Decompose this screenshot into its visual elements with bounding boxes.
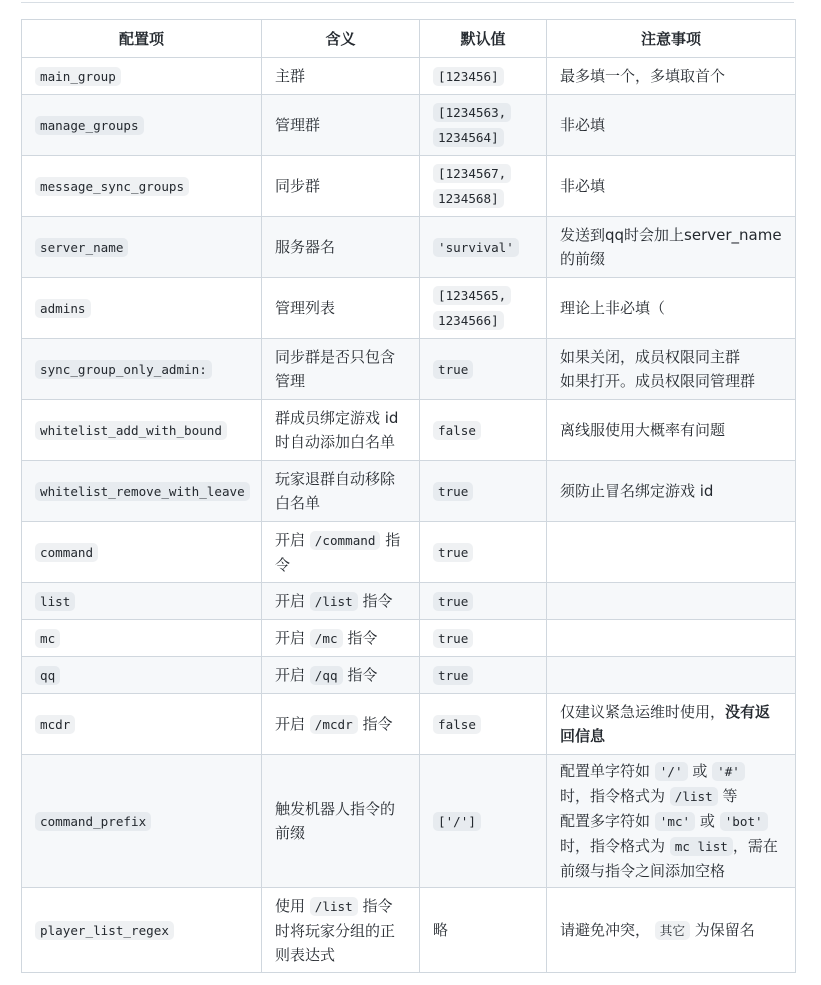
config-key-cell: [22, 95, 262, 156]
table-row: [22, 217, 796, 278]
config-key-cell: [22, 339, 262, 400]
default-cell: [420, 95, 547, 156]
default-value: false: [433, 715, 481, 734]
meaning-cell: [262, 522, 420, 583]
config-key-cell: [22, 461, 262, 522]
table-row: [22, 156, 796, 217]
note-text: 请避免冲突，: [560, 920, 651, 939]
config-key: qq: [35, 666, 60, 685]
default-cell: [420, 583, 547, 620]
meaning-text: 开启: [275, 530, 306, 549]
default-value: false: [433, 421, 481, 440]
note-text: ，需在前缀与指令之间添加空格: [560, 837, 778, 880]
config-key-cell: [22, 583, 262, 620]
meaning-cell: [262, 888, 420, 973]
header-config-item: 配置项: [22, 20, 262, 58]
table-row: [22, 278, 796, 339]
note-text: 时，指令格式为: [560, 837, 666, 855]
default-cell: [420, 400, 547, 461]
default-cell: [420, 58, 547, 95]
config-key: player_list_regex: [35, 921, 174, 940]
config-key: command: [35, 543, 98, 562]
meaning-text: 指令: [362, 591, 393, 610]
default-cell: [420, 755, 547, 888]
default-value: true: [433, 543, 473, 562]
config-table: [21, 19, 796, 973]
table-row: [22, 95, 796, 156]
meaning-cell: [262, 583, 420, 620]
meaning-cell: [262, 694, 420, 755]
config-key: whitelist_add_with_bound: [35, 421, 227, 440]
meaning-cell: [262, 657, 420, 694]
header-default-value: 默认值: [420, 20, 547, 58]
default-value: 'survival': [433, 238, 519, 257]
table-row: [22, 657, 796, 694]
config-key: manage_groups: [35, 116, 144, 135]
inline-code: mc list: [670, 837, 733, 856]
note-cell: [547, 657, 796, 694]
default-cell: [420, 278, 547, 339]
default-cell: [420, 217, 547, 278]
meaning-text: 指令时将玩家分组的正则表达式: [275, 896, 396, 964]
default-cell: [420, 156, 547, 217]
default-cell: [420, 339, 547, 400]
default-value: ['/']: [433, 812, 481, 831]
default-cell: [420, 461, 547, 522]
meaning-text: 开启: [275, 591, 306, 610]
note-text: 时，指令格式为: [560, 787, 666, 805]
meaning-cell: 同步群是否只包含管理: [262, 339, 420, 400]
config-key-cell: [22, 522, 262, 583]
default-value: true: [433, 592, 473, 611]
default-value: [123456]: [433, 67, 504, 86]
note-cell: 理论上非必填（: [547, 278, 796, 339]
table-row: [22, 522, 796, 583]
config-key: admins: [35, 299, 91, 318]
table-row: [22, 583, 796, 620]
table-row: [22, 888, 796, 973]
default-cell: [420, 657, 547, 694]
command-code: /command: [310, 531, 381, 550]
meaning-text: 开启: [275, 665, 306, 684]
default-value-line2: 1234568]: [433, 189, 504, 208]
default-value-line2: 1234566]: [433, 311, 504, 330]
note-line: 如果打开。成员权限同管理群: [560, 372, 756, 390]
config-key-cell: [22, 278, 262, 339]
meaning-text: 指令: [362, 714, 393, 733]
command-code: /mc: [310, 629, 343, 648]
command-code: /qq: [310, 666, 343, 685]
meaning-cell: 玩家退群自动移除白名单: [262, 461, 420, 522]
default-value: true: [433, 482, 473, 501]
note-text: 为保留名: [694, 920, 755, 939]
note-text: 或: [692, 762, 708, 780]
table-row: [22, 461, 796, 522]
inline-code: 'bot': [720, 812, 768, 831]
config-key: message_sync_groups: [35, 177, 189, 196]
note-cell: 非必填: [547, 156, 796, 217]
note-text: 或: [699, 812, 715, 830]
config-key-cell: [22, 58, 262, 95]
table-row: [22, 339, 796, 400]
inline-code: '/': [655, 762, 688, 781]
header-meaning: 含义: [262, 20, 420, 58]
inline-code: 'mc': [655, 812, 695, 831]
table-header-row: [22, 20, 796, 58]
default-value: true: [433, 360, 473, 379]
note-text: 等: [722, 787, 738, 805]
config-key-cell: [22, 657, 262, 694]
note-cell: [547, 694, 796, 755]
config-key: list: [35, 592, 75, 611]
meaning-cell: 主群: [262, 58, 420, 95]
meaning-text: 使用: [275, 896, 306, 915]
config-key: sync_group_only_admin:: [35, 360, 212, 379]
note-cell: [547, 583, 796, 620]
config-key-cell: [22, 217, 262, 278]
config-key: mc: [35, 629, 60, 648]
header-notes: 注意事项: [547, 20, 796, 58]
config-key-cell: [22, 620, 262, 657]
meaning-cell: 触发机器人指令的前缀: [262, 755, 420, 888]
note-cell: 须防止冒名绑定游戏 id: [547, 461, 796, 522]
inline-code: '#': [712, 762, 745, 781]
meaning-text: 指令: [347, 665, 378, 684]
note-text: 仅建议紧急运维时使用，: [560, 703, 726, 721]
meaning-cell: 管理列表: [262, 278, 420, 339]
table-row: [22, 755, 796, 888]
meaning-text: 指令: [275, 530, 401, 574]
note-cell: 离线服使用大概率有问题: [547, 400, 796, 461]
note-line: 如果关闭，成员权限同主群: [560, 348, 741, 366]
inline-code: 其它: [655, 921, 690, 940]
default-value: true: [433, 666, 473, 685]
top-divider: [21, 2, 794, 3]
config-key: mcdr: [35, 715, 75, 734]
note-cell: 发送到qq时会加上server_name的前缀: [547, 217, 796, 278]
default-cell: [420, 694, 547, 755]
config-key-cell: [22, 888, 262, 973]
default-value-line1: [1234567,: [433, 164, 511, 183]
note-cell: [547, 339, 796, 400]
default-cell: 略: [420, 888, 547, 973]
table-row: [22, 400, 796, 461]
command-code: /list: [310, 897, 358, 916]
meaning-cell: [262, 620, 420, 657]
config-key-cell: [22, 156, 262, 217]
meaning-cell: 管理群: [262, 95, 420, 156]
note-bold-text: 没有返回信息: [560, 703, 771, 745]
meaning-cell: 群成员绑定游戏 id 时自动添加白名单: [262, 400, 420, 461]
default-value: true: [433, 629, 473, 648]
config-key-cell: [22, 694, 262, 755]
inline-code: /list: [670, 787, 718, 806]
default-value-line2: 1234564]: [433, 128, 504, 147]
note-cell: 非必填: [547, 95, 796, 156]
table-row: [22, 58, 796, 95]
config-key: command_prefix: [35, 812, 151, 831]
default-value-line1: [1234565,: [433, 286, 511, 305]
note-text: 配置多字符如: [560, 812, 651, 830]
default-cell: [420, 620, 547, 657]
default-cell: [420, 522, 547, 583]
note-cell: [547, 522, 796, 583]
table-row: [22, 620, 796, 657]
config-key-cell: [22, 400, 262, 461]
config-key: whitelist_remove_with_leave: [35, 482, 250, 501]
note-text: 配置单字符如: [560, 762, 651, 780]
default-value-line1: [1234563,: [433, 103, 511, 122]
note-cell: [547, 888, 796, 973]
meaning-text: 开启: [275, 628, 306, 647]
table-row: [22, 694, 796, 755]
meaning-cell: 同步群: [262, 156, 420, 217]
command-code: /mcdr: [310, 715, 358, 734]
note-cell: [547, 620, 796, 657]
command-code: /list: [310, 592, 358, 611]
meaning-text: 开启: [275, 714, 306, 733]
config-key: main_group: [35, 67, 121, 86]
meaning-cell: 服务器名: [262, 217, 420, 278]
meaning-text: 指令: [347, 628, 378, 647]
note-cell: [547, 755, 796, 888]
config-key: server_name: [35, 238, 128, 257]
note-cell: 最多填一个，多填取首个: [547, 58, 796, 95]
config-key-cell: [22, 755, 262, 888]
